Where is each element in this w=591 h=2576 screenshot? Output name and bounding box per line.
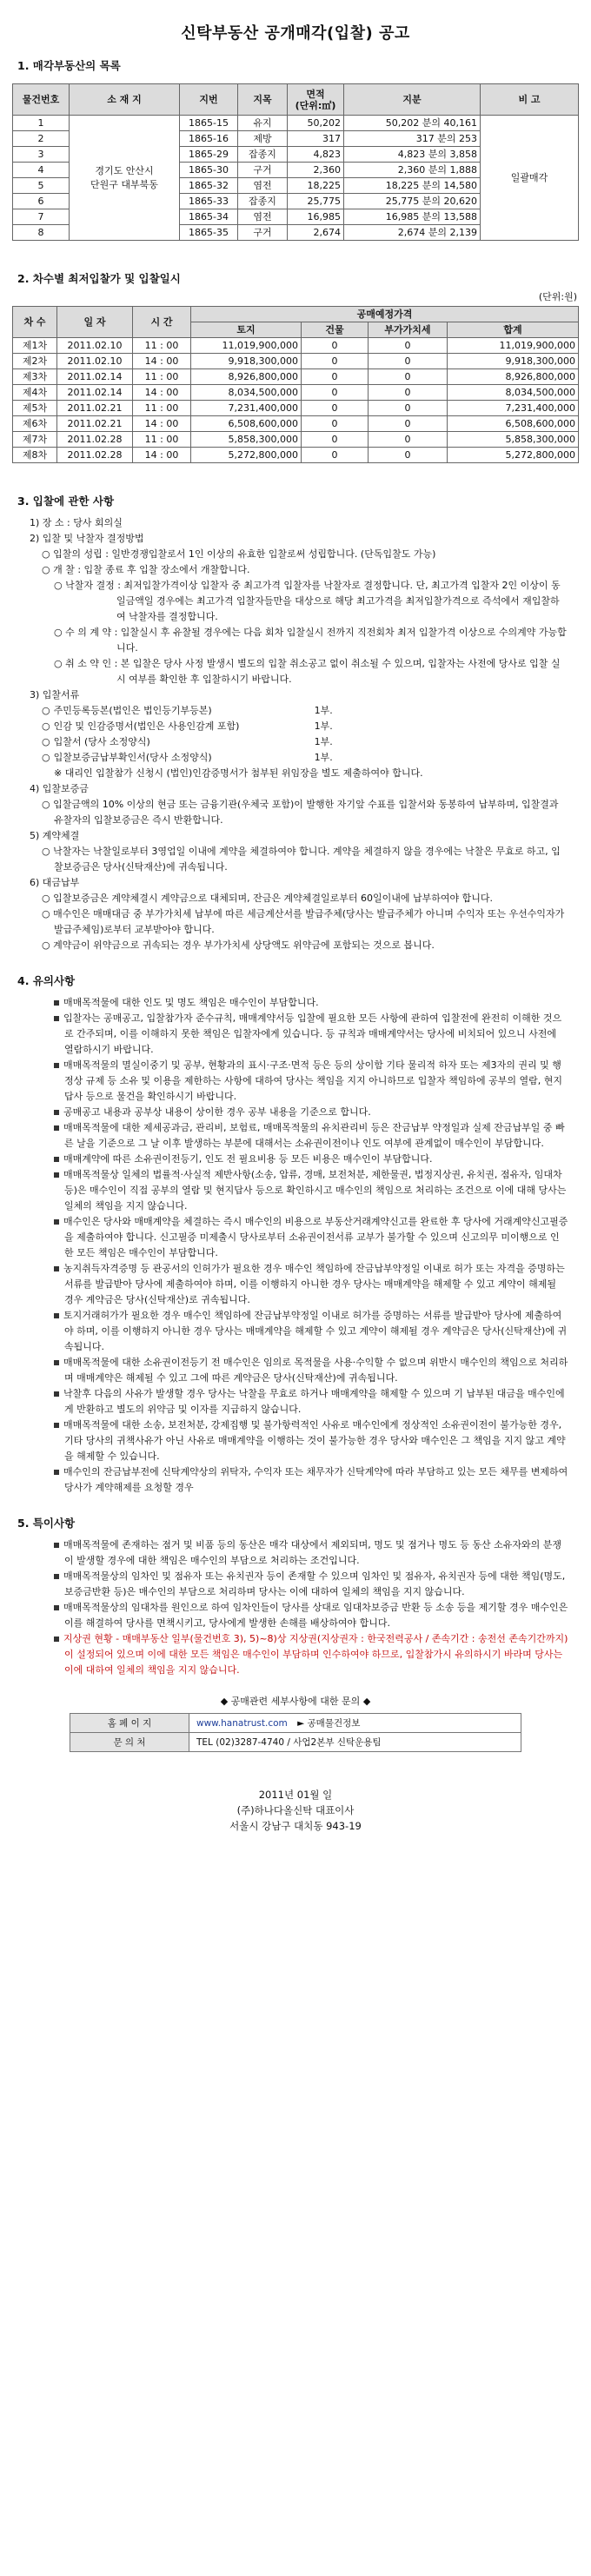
cell-bldg: 0 — [302, 338, 369, 354]
cell-share: 18,225 분의 14,580 — [344, 178, 481, 194]
cell-total: 5,272,800,000 — [448, 448, 579, 463]
cell-total: 7,231,400,000 — [448, 401, 579, 416]
schedule-table — [12, 306, 579, 463]
cell-no: 8 — [13, 225, 70, 241]
cell-no: 7 — [13, 209, 70, 225]
cell-date: 2011.02.10 — [57, 354, 133, 369]
cell-bldg: 0 — [302, 369, 369, 385]
section-3-body — [12, 515, 579, 953]
cell-jimok: 잡종지 — [238, 194, 288, 209]
cell-jimok: 유지 — [238, 116, 288, 131]
method-d: ○ 수 의 계 약 : 입찰실시 후 유찰될 경우에는 다음 회차 입찰실시 전까지 직전회차 최저 입찰가격 이상으로 수의계약 가능합니다. — [54, 627, 567, 654]
col-total: 합계 — [448, 322, 579, 338]
notice-item — [30, 1167, 568, 1214]
place-line: 1) 장 소 : 당사 회의실 — [30, 517, 123, 528]
notice-item — [30, 1355, 568, 1386]
payment-b: ○ 매수인은 매매대금 중 부가가치세 납부에 따른 세금계산서를 발급주체(당사는 발급주체가 아니며 수익자 또는 우선수익자가 발급주체임)로부터 교부받아야 합니다. — [42, 908, 565, 935]
table-row — [13, 432, 579, 448]
cell-date: 2011.02.21 — [57, 416, 133, 432]
cell-vat: 0 — [369, 432, 448, 448]
notice-item — [30, 995, 568, 1011]
square-bullet-icon — [54, 1172, 59, 1178]
document-qty: 1부. — [314, 752, 333, 763]
notice-item — [30, 1308, 568, 1355]
document-qty: 1부. — [314, 720, 333, 732]
notice-text: 매수인은 당사와 매매계약을 체결하는 즉시 매수인의 비용으로 부동산거래계약신고를 완료한 후 당사에 거래계약신고필증을 제출하여야 합니다. 신고필증 미제출시 당사로부터 소유권이전서류 교부가 불가할 수 있으며 신고의무 미이행으로 인한 모든 책임은 매수인이 부담합니다. — [63, 1216, 568, 1258]
square-bullet-icon — [54, 1605, 59, 1610]
signature-block — [12, 1787, 579, 1834]
cell-date: 2011.02.28 — [57, 432, 133, 448]
documents-list — [30, 703, 568, 766]
deposit-line: 4) 입찰보증금 — [30, 783, 89, 794]
tel-value: TEL (02)3287-4740 / 사업2본부 신탁운용팀 — [189, 1733, 521, 1752]
cell-vat: 0 — [369, 369, 448, 385]
cell-total: 9,918,300,000 — [448, 354, 579, 369]
notice-text: 농지취득자격증명 등 관공서의 인허가가 필요한 경우 매수인 책임하에 잔금납부약정일 이내로 허가 또는 자격을 증명하는 서류를 발급받아 당사에 제출하여야 하며, 이를 이행하지 아니한 경우 당사는 매매계약을 해제할 수 있고 계약이 해제될 경우 계약금은 당사(신탁재산)로 귀속됩니다. — [63, 1263, 565, 1305]
document-item — [30, 734, 568, 750]
method-e: ○ 취 소 약 인 : 본 입찰은 당사 사정 발생시 별도의 입찰 취소공고 없이 취소될 수 있으며, 입찰자는 사전에 당사로 입찰 실시 여부를 확인한 후 입찰하시기 바랍니다. — [54, 658, 561, 685]
notice-text: 매매목적물상 일체의 법률적·사실적 제반사항(소송, 압류, 경매, 보전처분, 제한물권, 법정지상권, 유치권, 점유자, 임대차 등)은 매수인이 직접 공부의 열람 및 현지답사 등으로 확인하시고 매수인의 책임으로 처리하는 조건으로 이에 대해 당사는 일체의 책임을 지지 않습니다. — [63, 1169, 567, 1212]
method-a: ○ 입찰의 성립 : 일반경쟁입찰로서 1인 이상의 유효한 입찰로써 성립합니다. (단독입찰도 가능) — [42, 548, 436, 560]
notice-item — [30, 1214, 568, 1261]
col-date: 일 자 — [57, 307, 133, 338]
section-2-heading: 2. 차수별 최저입찰가 및 입찰일시 — [17, 272, 181, 285]
notice-text: 입찰자는 공매공고, 입찰참가자 준수규칙, 매매계약서등 입찰에 필요한 모든 사항에 관하여 입찰전에 완전히 이해한 것으로 간주되며, 이를 이해하지 못한 책임은 입찰자에게 있습니다. 등 규칙과 매매계약서는 당사에 비치되어 있으니 사전에 열람하시기 바랍니다. — [63, 1012, 562, 1055]
section-4-heading: 4. 유의사항 — [17, 974, 76, 987]
cell-land: 7,231,400,000 — [191, 401, 302, 416]
table-row — [13, 416, 579, 432]
cell-time: 14 : 00 — [133, 385, 191, 401]
contract-a: ○ 낙찰자는 낙찰일로부터 3영업일 이내에 계약을 체결하여야 합니다. 계약을 체결하지 않을 경우에는 낙찰은 무효로 하고, 입찰보증금은 당사(신탁재산)에 귀속됩니다. — [42, 846, 561, 873]
cell-no: 6 — [13, 194, 70, 209]
notice-text: 매매목적물에 대한 소송, 보전처분, 강제집행 및 불가항력적인 사유로 매수인에게 정상적인 소유권이전이 불가능한 경우, 기타 당사의 귀책사유가 아닌 사유로 매매계약을 이행하는 것이 불가능한 경우 당사와 매수인은 그 책임을 지지 않고 계약을 해제할 수 있습니다. — [63, 1419, 566, 1462]
cell-time: 11 : 00 — [133, 432, 191, 448]
cell-vat: 0 — [369, 401, 448, 416]
cell-jimok: 잡종지 — [238, 147, 288, 163]
notice-text: 매매목적물에 대한 제세공과금, 관리비, 보험료, 매매목적물의 유치관리비 등은 잔금납부 약정일과 실제 잔금납부일 중 빠른 날을 기준으로 그 날 이후 발생하는 부분에 대해서는 소유권이전이나 인도 여부에 관계없이 매수인이 부담합니다. — [63, 1122, 565, 1149]
cell-round: 제3차 — [13, 369, 57, 385]
homepage-link[interactable]: www.hanatrust.com — [196, 1718, 288, 1729]
notice-item — [30, 1011, 568, 1058]
col-jibun: 지번 — [180, 84, 238, 116]
notice-text: 매수인의 잔금납부전에 신탁계약상의 위탁자, 수익자 또는 채무자가 신탁계약에 따라 부담하고 있는 모든 채무를 변제하여 당사가 계약해제를 요청할 경우 — [63, 1466, 568, 1493]
square-bullet-icon — [54, 1637, 59, 1642]
homepage-extra: 공매물건정보 — [307, 1718, 361, 1729]
notice-text: 토지거래허가가 필요한 경우 매수인 책임하에 잔금납부약정일 이내로 허가를 증명하는 서류를 발급받아 당사에 제출하여야 하며, 이를 이행하지 아니한 경우 당사는 매매계약을 해제할 수 있고 계약이 해제될 경우 계약금은 당사(신탁재산)에 귀속됩니다. — [63, 1310, 568, 1352]
cell-land: 5,272,800,000 — [191, 448, 302, 463]
deposit-a: ○ 입찰금액의 10% 이상의 현금 또는 금융기관(우체국 포함)이 발행한 자기앞 수표를 입찰서와 동봉하여 납부하며, 입찰결과 유찰자의 입찰보증금은 즉시 반환합니다. — [42, 799, 559, 826]
col-round: 차 수 — [13, 307, 57, 338]
homepage-cell — [189, 1714, 521, 1733]
cell-jimok: 구거 — [238, 225, 288, 241]
cell-time: 14 : 00 — [133, 354, 191, 369]
cell-jibun: 1865-34 — [180, 209, 238, 225]
cell-vat: 0 — [369, 338, 448, 354]
payment-c: ○ 계약금이 위약금으로 귀속되는 경우 부가가치세 상당액도 위약금에 포함되는 것으로 봅니다. — [42, 939, 435, 951]
table-row — [13, 401, 579, 416]
cell-round: 제5차 — [13, 401, 57, 416]
cell-land: 8,034,500,000 — [191, 385, 302, 401]
cell-area: 317 — [288, 131, 344, 147]
cell-no: 5 — [13, 178, 70, 194]
col-share: 지분 — [344, 84, 481, 116]
cell-no: 2 — [13, 131, 70, 147]
square-bullet-icon — [54, 1125, 59, 1131]
notice-text: 매매목적물의 멸실이중기 및 공부, 현황과의 표시·구조·면적 등은 등의 상이함 기타 물리적 하자 또는 제3자의 권리 및 행정상 규제 등 소유 및 이용을 제한하는 사항에 대하여 당사는 책임을 지지 아니하므로 입찰자 책임하에 공부의 열람, 현지 답사 등으로 물건을 확인하시기 바랍니다. — [63, 1059, 562, 1102]
cell-jibun: 1865-30 — [180, 163, 238, 178]
cell-area: 4,823 — [288, 147, 344, 163]
location-line: 경기도 안산시 — [95, 164, 154, 176]
notice-text: 낙찰후 다음의 사유가 발생할 경우 당사는 낙찰을 무효로 하거나 매매계약을 해제할 수 있으며 기 납부된 대금을 매수인에게 반환하고 별도의 위약금 및 이자를 지급하지 않습니다. — [63, 1388, 565, 1415]
cell-jimok: 염전 — [238, 209, 288, 225]
document-qty: 1부. — [314, 736, 333, 747]
col-jimok: 지목 — [238, 84, 288, 116]
square-bullet-icon — [54, 1266, 59, 1271]
cell-round: 제6차 — [13, 416, 57, 432]
cell-land: 5,858,300,000 — [191, 432, 302, 448]
table-row — [13, 354, 579, 369]
payment-a: ○ 입찰보증금은 계약체결시 계약금으로 대체되며, 잔금은 계약체결일로부터 60일이내에 납부하여야 합니다. — [42, 893, 493, 904]
diamond-icon: ◆ — [220, 1696, 229, 1707]
section-3-heading: 3. 입찰에 관한 사항 — [17, 495, 115, 508]
document-name: 입찰서 (당사 소정양식) — [53, 736, 150, 747]
table-row — [13, 448, 579, 463]
section-4-body — [12, 995, 579, 1496]
special-text: 지상권 현황 - 매매부동산 일부(물건번호 3), 5)~8)상 지상권(지상권자 : 한국전력공사 / 존속기간 : 송전선 존속기간까지)이 설정되어 있으며 이에 대한 모든 책임은 매수인이 부담하며 인수하여야 하므로, 입찰참가시 유의하시기 바라며 당사는 이에 대하여 일체의 책임을 지지 않습니다. — [63, 1633, 568, 1676]
notice-item — [30, 1152, 568, 1167]
arrow-right-icon: ► — [297, 1718, 305, 1729]
square-bullet-icon — [54, 1063, 59, 1068]
notice-item — [30, 1464, 568, 1496]
cell-land: 11,019,900,000 — [191, 338, 302, 354]
cell-total: 8,926,800,000 — [448, 369, 579, 385]
circle-bullet-icon: ○ — [42, 720, 50, 732]
cell-date: 2011.02.14 — [57, 385, 133, 401]
notice-item — [30, 1058, 568, 1105]
special-text: 매매목적물에 존재하는 점거 및 비품 등의 동산은 매각 대상에서 제외되며, 명도 및 점거나 명도 등 동산 소유자와의 분쟁이 발생할 경우에 대한 책임은 매수인의 부담으로 처리하는 조건입니다. — [63, 1539, 561, 1566]
special-item — [30, 1631, 568, 1678]
circle-bullet-icon: ○ — [42, 736, 50, 747]
payment-line: 6) 대금납부 — [30, 877, 80, 888]
cell-jimok: 염전 — [238, 178, 288, 194]
col-time: 시 간 — [133, 307, 191, 338]
cell-area: 16,985 — [288, 209, 344, 225]
cell-round: 제2차 — [13, 354, 57, 369]
cell-total: 11,019,900,000 — [448, 338, 579, 354]
col-note: 비 고 — [481, 84, 579, 116]
notice-item — [30, 1386, 568, 1417]
document-item — [30, 750, 568, 766]
cell-total: 6,508,600,000 — [448, 416, 579, 432]
contact-heading: ◆ 공매관련 세부사항에 대한 문의 ◆ — [220, 1696, 371, 1707]
col-price: 공매예정가격 — [191, 307, 579, 322]
document-item — [30, 703, 568, 719]
contact-table — [70, 1713, 521, 1752]
table-row — [13, 116, 579, 131]
cell-share: 4,823 분의 3,858 — [344, 147, 481, 163]
cell-jibun: 1865-35 — [180, 225, 238, 241]
document-name: 인감 및 인감증명서(법인은 사용인감계 포함) — [53, 720, 240, 732]
square-bullet-icon — [54, 1423, 59, 1428]
cell-date: 2011.02.21 — [57, 401, 133, 416]
square-bullet-icon — [54, 1543, 59, 1548]
cell-land: 8,926,800,000 — [191, 369, 302, 385]
cell-time: 11 : 00 — [133, 338, 191, 354]
col-no: 물건번호 — [13, 84, 70, 116]
section-5-heading: 5. 특이사항 — [17, 1517, 76, 1530]
cell-bldg: 0 — [302, 354, 369, 369]
page-title: 신탁부동산 공개매각(입찰) 공고 — [181, 24, 410, 43]
cell-jibun: 1865-32 — [180, 178, 238, 194]
square-bullet-icon — [54, 1574, 59, 1579]
cell-jibun: 1865-16 — [180, 131, 238, 147]
contract-line: 5) 계약체결 — [30, 830, 80, 841]
cell-jimok: 제방 — [238, 131, 288, 147]
circle-bullet-icon: ○ — [42, 752, 50, 763]
documents-note: ※ 대리인 입찰참가 신청시 (법인)인감증명서가 첨부된 위임장을 별도 제출하여야 합니다. — [54, 767, 423, 779]
col-vat: 부가가치세 — [369, 322, 448, 338]
cell-land: 6,508,600,000 — [191, 416, 302, 432]
special-item — [30, 1600, 568, 1631]
unit-label: (단위:원) — [538, 291, 577, 302]
cell-bldg: 0 — [302, 401, 369, 416]
cell-area: 50,202 — [288, 116, 344, 131]
document-qty: 1부. — [314, 705, 333, 716]
square-bullet-icon — [54, 1219, 59, 1225]
company-name: (주)하나다올신탁 대표이사 — [236, 1804, 355, 1816]
col-land: 토지 — [191, 322, 302, 338]
cell-no: 1 — [13, 116, 70, 131]
cell-round: 제8차 — [13, 448, 57, 463]
special-item — [30, 1537, 568, 1569]
cell-time: 11 : 00 — [133, 401, 191, 416]
tel-label: 문 의 처 — [70, 1733, 189, 1752]
property-list-table — [12, 83, 579, 241]
cell-round: 제7차 — [13, 432, 57, 448]
cell-vat: 0 — [369, 354, 448, 369]
document-name: 입찰보증금납부확인서(당사 소정양식) — [53, 752, 212, 763]
table-row — [13, 369, 579, 385]
cell-bldg: 0 — [302, 432, 369, 448]
square-bullet-icon — [54, 1313, 59, 1318]
notice-text: 매매목적물에 대한 소유권이전등기 전 매수인은 임의로 목적물을 사용·수익할 수 없으며 위반시 매수인의 책임으로 처리하며 매매계약은 해제될 수 있고 그에 따른 계약금은 당사(신탁재산)에 귀속됩니다. — [63, 1357, 568, 1384]
diamond-icon: ◆ — [362, 1696, 371, 1707]
col-location: 소 재 지 — [70, 84, 180, 116]
cell-jibun: 1865-33 — [180, 194, 238, 209]
method-line: 2) 입찰 및 낙찰자 결정방법 — [30, 533, 144, 544]
cell-jibun: 1865-29 — [180, 147, 238, 163]
notice-item — [30, 1120, 568, 1152]
cell-land: 9,918,300,000 — [191, 354, 302, 369]
cell-total: 5,858,300,000 — [448, 432, 579, 448]
section-5-body — [12, 1537, 579, 1678]
cell-no: 4 — [13, 163, 70, 178]
square-bullet-icon — [54, 1110, 59, 1115]
square-bullet-icon — [54, 1391, 59, 1397]
cell-vat: 0 — [369, 448, 448, 463]
cell-bldg: 0 — [302, 448, 369, 463]
cell-area: 18,225 — [288, 178, 344, 194]
cell-vat: 0 — [369, 416, 448, 432]
cell-bldg: 0 — [302, 385, 369, 401]
cell-round: 제1차 — [13, 338, 57, 354]
cell-time: 14 : 00 — [133, 416, 191, 432]
cell-area: 2,674 — [288, 225, 344, 241]
cell-share: 317 분의 253 — [344, 131, 481, 147]
special-item — [30, 1569, 568, 1600]
notice-text: 매매목적물에 대한 인도 및 명도 책임은 매수인이 부담합니다. — [63, 997, 319, 1008]
notice-date: 2011년 01월 일 — [258, 1789, 333, 1801]
cell-note: 일괄매각 — [481, 116, 579, 241]
cell-date: 2011.02.14 — [57, 369, 133, 385]
cell-bldg: 0 — [302, 416, 369, 432]
square-bullet-icon — [54, 1157, 59, 1162]
special-text: 매매목적물상의 임차인 및 점유자 또는 유치권자 등이 존재할 수 있으며 임차인 및 점유자, 유치권자 등에 대한 책임(명도, 보증금반환 등)은 매수인의 부담으로 처리하며 당사는 이에 대하여 일체의 책임을 지지 않습니다. — [63, 1570, 566, 1597]
square-bullet-icon — [54, 1016, 59, 1021]
cell-total: 8,034,500,000 — [448, 385, 579, 401]
cell-date: 2011.02.28 — [57, 448, 133, 463]
special-text: 매매목적물상의 임대차를 원인으로 하여 임차인들이 당사를 상대로 임대차보증금 반환 등 소송 등을 제기할 경우 매수인은 이를 해결하여 당사를 면책시키고, 당사에게 발생한 손해를 배상하여야 합니다. — [63, 1602, 568, 1629]
cell-share: 2,360 분의 1,888 — [344, 163, 481, 178]
cell-area: 2,360 — [288, 163, 344, 178]
documents-line: 3) 입찰서류 — [30, 689, 80, 700]
notice-item — [30, 1261, 568, 1308]
cell-date: 2011.02.10 — [57, 338, 133, 354]
cell-no: 3 — [13, 147, 70, 163]
document-name: 주민등록등본(법인은 법인등기부등본) — [53, 705, 212, 716]
homepage-label: 홈 페 이 지 — [70, 1714, 189, 1733]
cell-share: 50,202 분의 40,161 — [344, 116, 481, 131]
cell-jibun: 1865-15 — [180, 116, 238, 131]
method-b: ○ 개 찰 : 입찰 종료 후 입찰 장소에서 개찰합니다. — [42, 564, 250, 575]
cell-share: 25,775 분의 20,620 — [344, 194, 481, 209]
document-item — [30, 719, 568, 734]
cell-jimok: 구거 — [238, 163, 288, 178]
col-area: 면적 (단위:㎡) — [288, 84, 344, 116]
notice-text: 공매공고 내용과 공부상 내용이 상이한 경우 공부 내용을 기준으로 합니다. — [63, 1106, 371, 1118]
section-1-heading: 1. 매각부동산의 목록 — [17, 59, 121, 72]
cell-location — [70, 116, 180, 241]
location-line: 단원구 대부북동 — [90, 178, 158, 190]
square-bullet-icon — [54, 1470, 59, 1475]
cell-share: 2,674 분의 2,139 — [344, 225, 481, 241]
circle-bullet-icon: ○ — [42, 705, 50, 716]
cell-vat: 0 — [369, 385, 448, 401]
notice-item — [30, 1417, 568, 1464]
cell-share: 16,985 분의 13,588 — [344, 209, 481, 225]
cell-round: 제4차 — [13, 385, 57, 401]
notice-item — [30, 1105, 568, 1120]
table-row — [13, 385, 579, 401]
square-bullet-icon — [54, 1360, 59, 1365]
method-c: ○ 낙찰자 결정 : 최저입찰가격이상 입찰자 중 최고가격 입찰자를 낙찰자로 결정합니다. 단, 최고가격 입찰자 2인 이상이 동일금액일 경우에는 최고가격 입찰자들만을 대상으로 해당 최고가격을 최저입찰가격으로 즉석에서 재입찰하여 낙찰자를 결정합니다. — [54, 580, 561, 622]
cell-area: 25,775 — [288, 194, 344, 209]
notice-text: 매매계약에 따른 소유권이전등기, 인도 전 필요비용 등 모든 비용은 매수인이 부담합니다. — [63, 1153, 433, 1165]
square-bullet-icon — [54, 1000, 59, 1006]
table-row — [13, 338, 579, 354]
cell-time: 11 : 00 — [133, 369, 191, 385]
cell-time: 14 : 00 — [133, 448, 191, 463]
col-bldg: 건물 — [302, 322, 369, 338]
company-address: 서울시 강남구 대치동 943-19 — [229, 1820, 362, 1832]
